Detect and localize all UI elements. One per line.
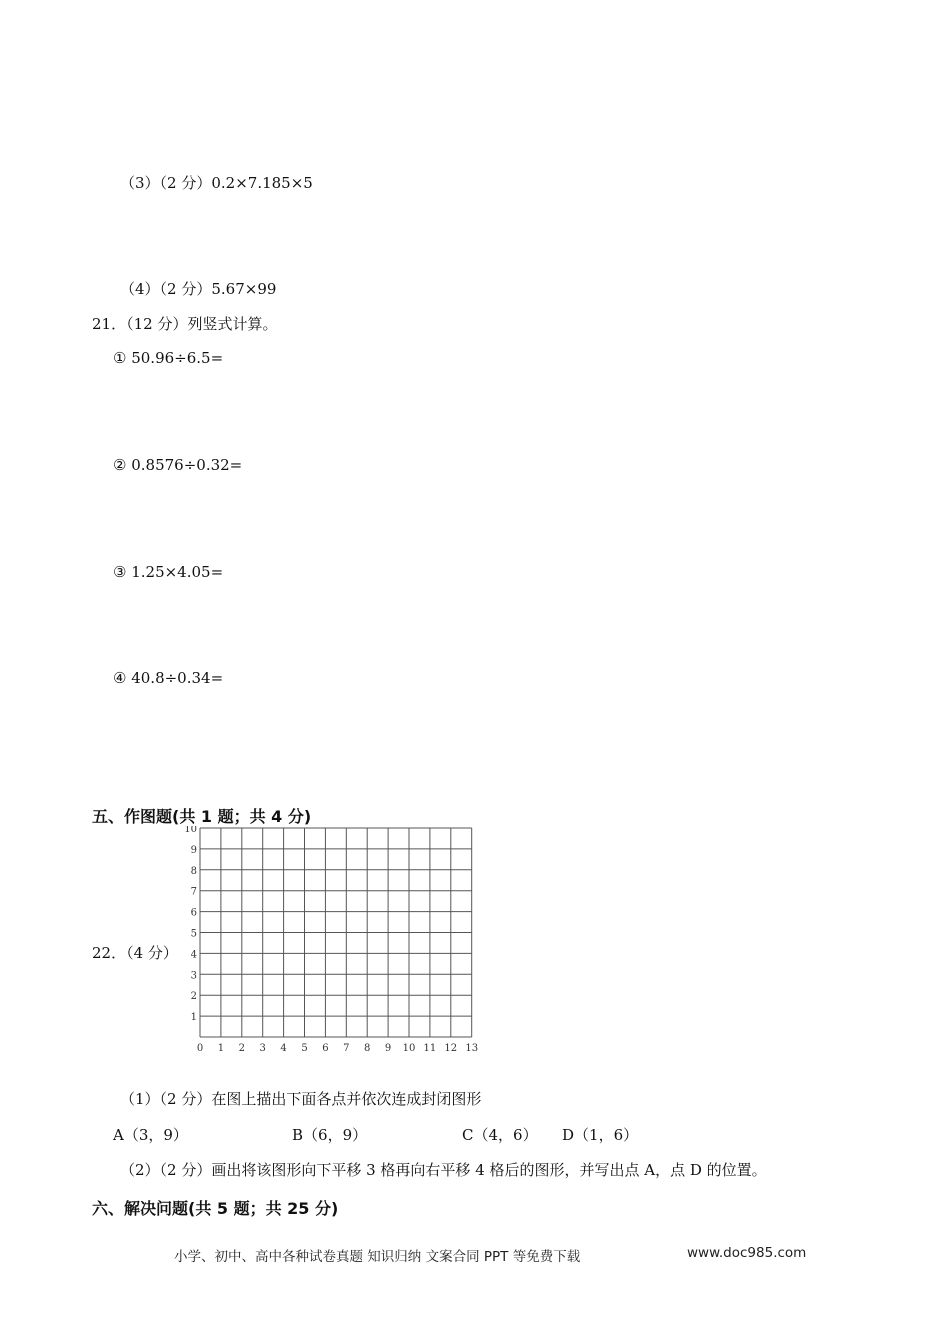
- x-tick-label: 1: [217, 1043, 225, 1054]
- point-c: C（4，6）: [462, 1126, 538, 1144]
- q20-item-4: （4）（2 分）5.67×99: [120, 280, 277, 298]
- y-tick-label: 5: [190, 928, 197, 940]
- point-d: D（1，6）: [562, 1126, 639, 1144]
- y-tick-label: 4: [190, 949, 197, 961]
- q22-sub-1: （1）（2 分）在图上描出下面各点并依次连成封闭图形: [120, 1090, 482, 1108]
- y-tick-label: 7: [190, 886, 197, 898]
- x-tick-label: 13: [465, 1043, 479, 1054]
- point-a: A（3，9）: [113, 1126, 188, 1144]
- q20-item-3: （3）（2 分）0.2×7.185×5: [120, 174, 313, 192]
- footer-text: 小学、初中、高中各种试卷真题 知识归纳 文案合同 PPT 等免费下载: [174, 1249, 581, 1265]
- x-tick-label: 7: [343, 1043, 350, 1054]
- x-tick-label: 12: [444, 1043, 458, 1054]
- q21-title: 21．（12 分）列竖式计算。: [92, 315, 278, 333]
- section-5-title: 五、作图题(共 1 题；共 4 分): [92, 807, 312, 826]
- x-tick-label: 4: [280, 1043, 287, 1054]
- y-tick-label: 1: [190, 1012, 197, 1024]
- q21-item-3: ③ 1.25×4.05=: [113, 563, 224, 581]
- point-b: B（6，9）: [292, 1126, 368, 1144]
- x-tick-label: 10: [402, 1043, 416, 1054]
- y-tick-label: 8: [190, 865, 197, 877]
- x-tick-label: 2: [238, 1043, 245, 1054]
- coordinate-grid: [180, 826, 480, 1058]
- q21-item-1: ① 50.96÷6.5=: [113, 349, 224, 367]
- x-tick-label: 0: [196, 1043, 204, 1054]
- y-tick-label: 10: [184, 826, 197, 835]
- q22-label: 22．（4 分）: [92, 944, 178, 962]
- y-tick-label: 2: [190, 991, 197, 1003]
- y-tick-label: 3: [190, 970, 197, 982]
- y-tick-label: 9: [190, 844, 197, 856]
- y-tick-label: 6: [190, 907, 197, 919]
- q22-sub-2: （2）（2 分）画出将该图形向下平移 3 格再向右平移 4 格后的图形，并写出点 A，点 D 的位置。: [120, 1161, 767, 1179]
- x-tick-label: 9: [384, 1043, 392, 1054]
- x-tick-label: 8: [364, 1043, 371, 1054]
- x-tick-label: 11: [423, 1043, 437, 1054]
- q21-item-2: ② 0.8576÷0.32=: [113, 456, 243, 474]
- footer-url: www.doc985.com: [687, 1245, 807, 1261]
- x-tick-label: 5: [301, 1043, 308, 1054]
- section-6-title: 六、解决问题(共 5 题；共 25 分): [92, 1199, 339, 1218]
- x-tick-label: 6: [322, 1043, 329, 1054]
- x-tick-label: 3: [259, 1043, 266, 1054]
- q21-item-4: ④ 40.8÷0.34=: [113, 669, 224, 687]
